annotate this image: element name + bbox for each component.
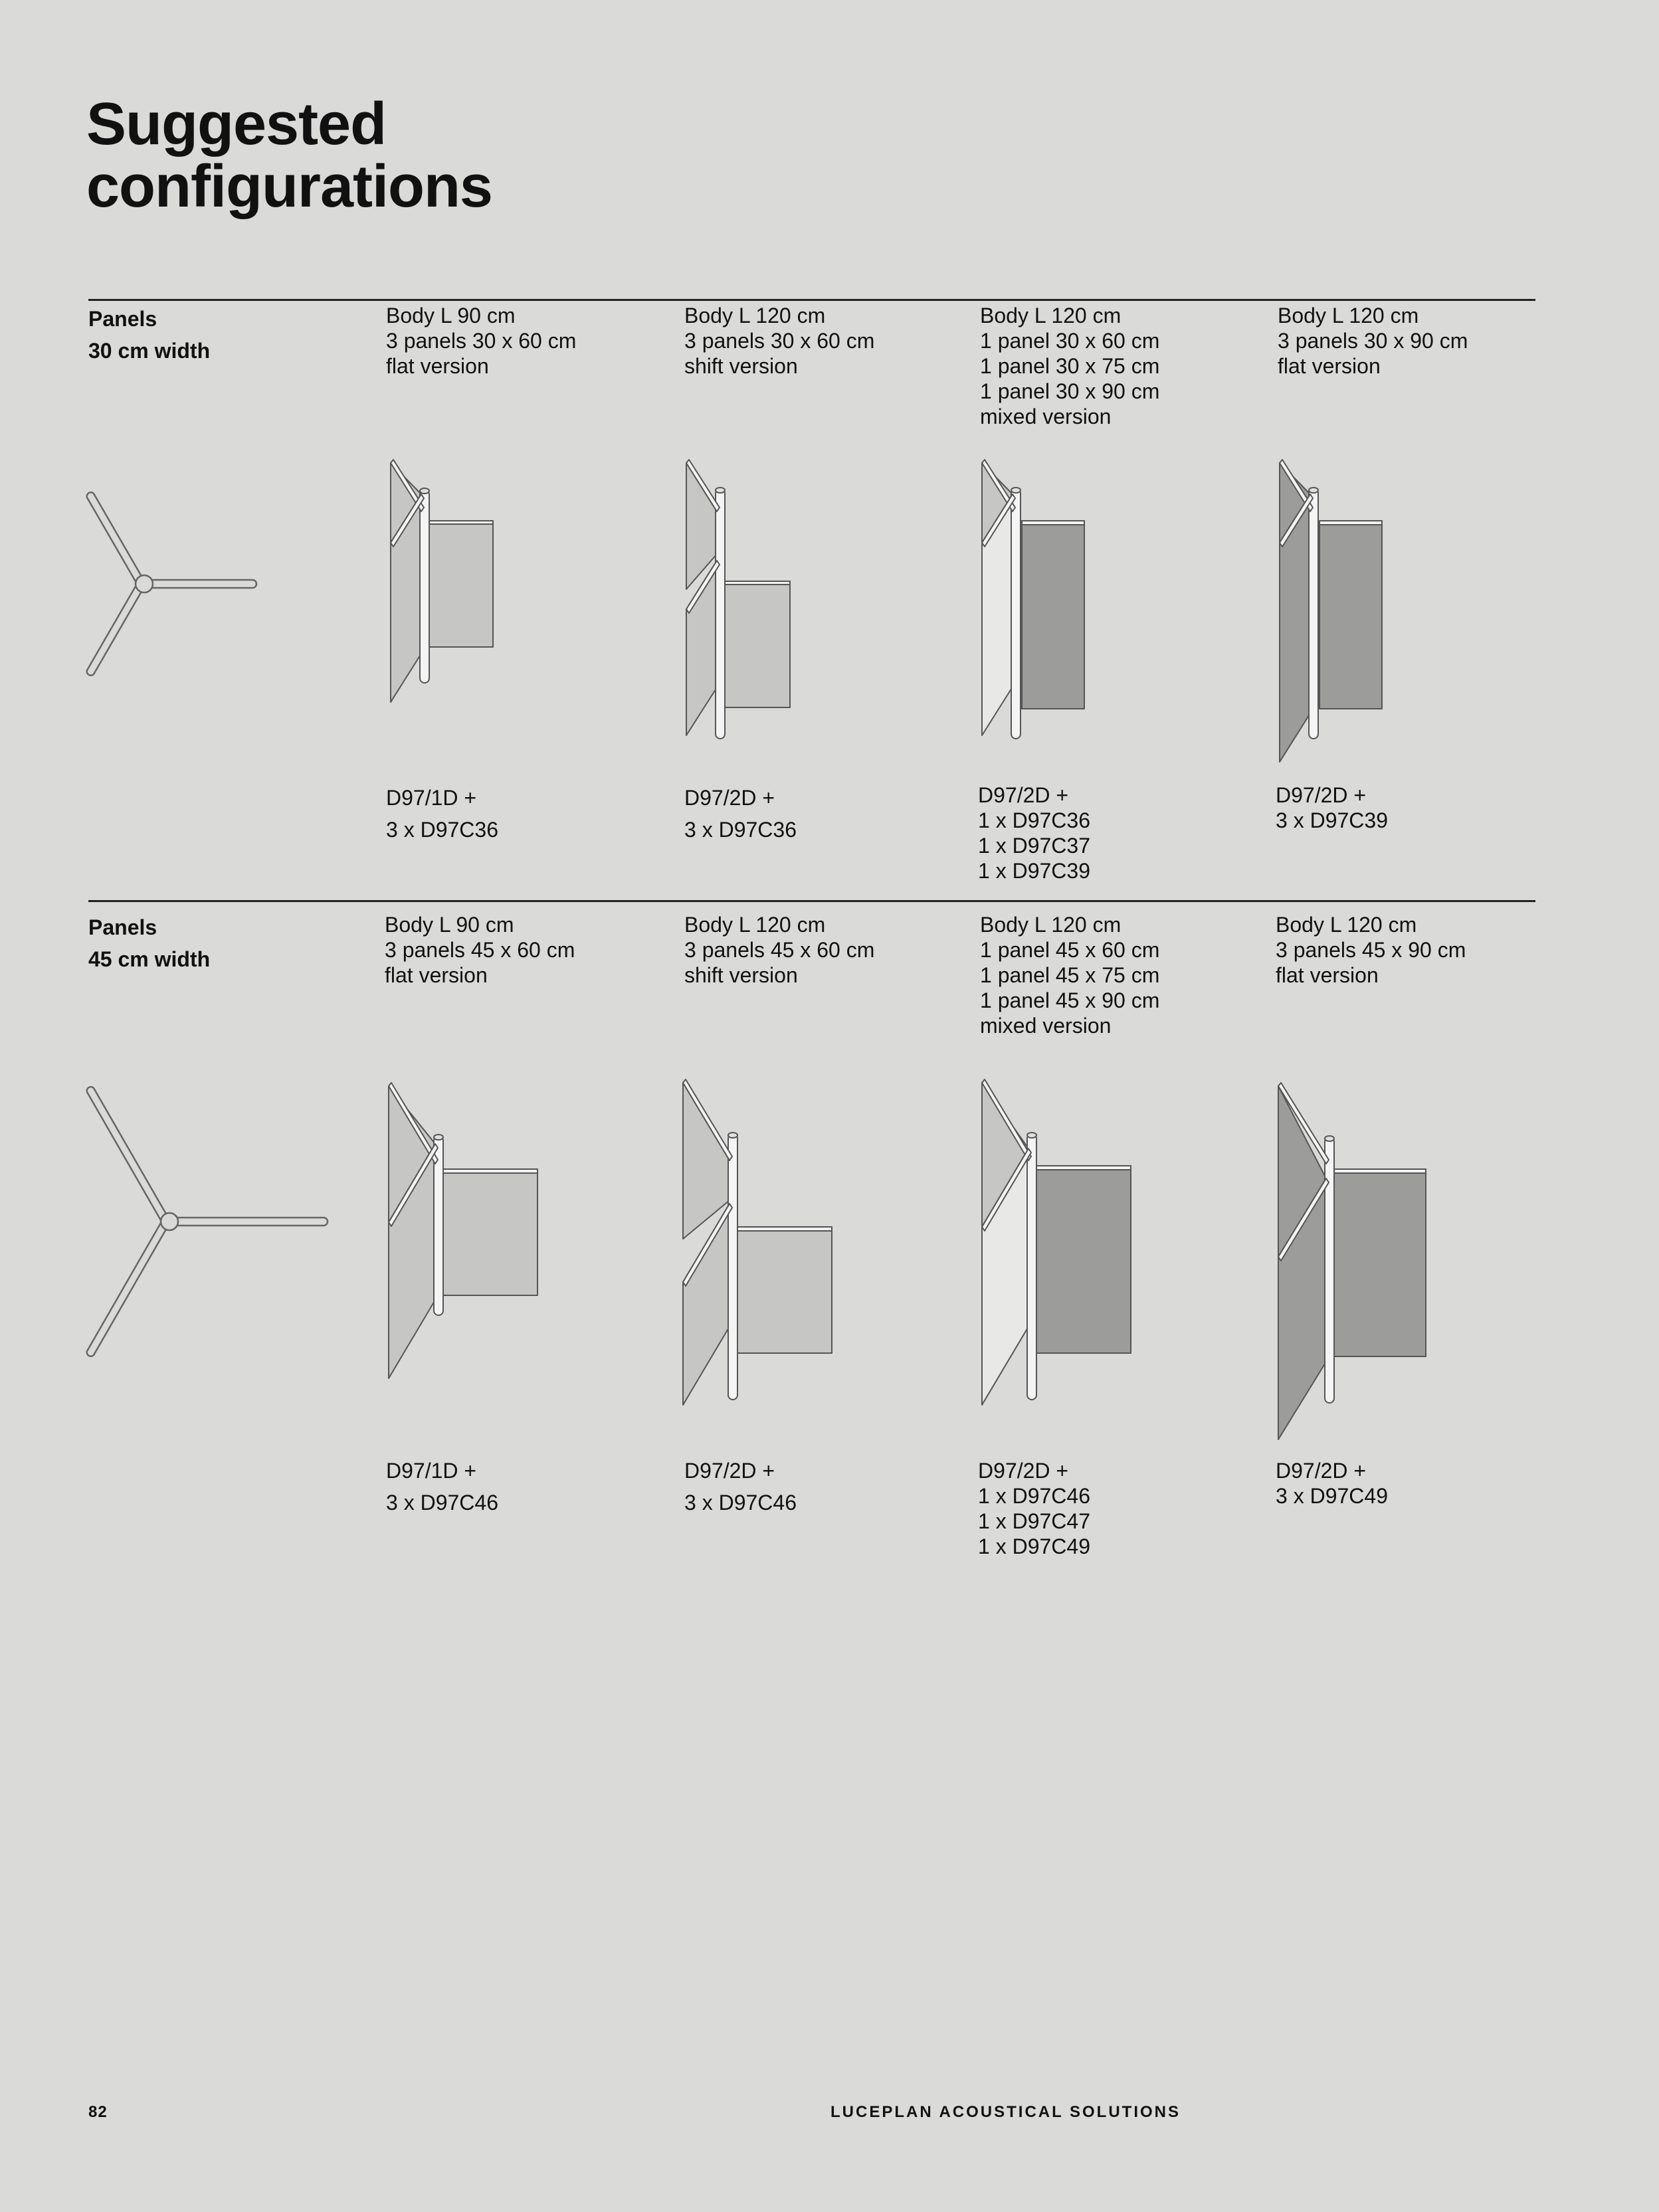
footer-brand: LUCEPLAN ACOUSTICAL SOLUTIONS [830,2103,1181,2121]
code-line: D97/2D + [978,783,1069,807]
config-spec [980,303,1159,429]
spec-line: Body L 120 cm [684,913,826,937]
spec-line: 1 panel 30 x 60 cm [980,329,1160,353]
code-line: D97/1D + [386,1459,477,1483]
base-top-view-drawing [83,482,269,681]
spec-line: Body L 120 cm [1276,913,1417,937]
article-codes [684,785,797,842]
section-label-title: Panels [88,915,157,939]
configuration-drawing [382,1083,548,1388]
code-line: D97/2D + [684,786,775,810]
config-spec [980,912,1159,1038]
page-title [86,93,684,218]
code-line: D97/2D + [1276,783,1367,807]
spec-line: 3 panels 30 x 60 cm [684,329,875,353]
spec-line: 1 panel 30 x 75 cm [980,354,1160,378]
spec-line: flat version [385,963,488,987]
configuration-drawing [1276,460,1395,772]
spec-line: 3 panels 45 x 90 cm [1276,938,1466,962]
config-spec [684,303,874,379]
article-codes [978,1458,1090,1559]
spec-line: Body L 120 cm [980,913,1122,937]
spec-line: mixed version [980,405,1112,428]
article-codes [684,1458,797,1515]
spec-line: 3 panels 30 x 60 cm [386,329,577,353]
section-label [88,303,210,367]
spec-line: Body L 120 cm [684,304,826,327]
code-line: 3 x D97C36 [386,818,498,842]
config-spec [385,912,575,988]
article-codes [1276,783,1388,833]
spec-line: 3 panels 30 x 90 cm [1278,329,1468,353]
spec-line: flat version [1278,354,1381,378]
spec-line: 1 panel 30 x 90 cm [980,379,1160,403]
code-line: 3 x D97C36 [684,818,797,842]
code-line: 1 x D97C47 [978,1509,1090,1533]
code-line: 3 x D97C39 [1276,808,1388,832]
config-spec [1276,912,1466,988]
configuration-drawing [384,460,504,712]
code-line: 3 x D97C46 [684,1491,797,1515]
config-spec [684,912,874,988]
spec-line: Body L 90 cm [386,304,516,327]
spec-line: Body L 90 cm [385,913,514,937]
section-label-width: 30 cm width [88,339,211,363]
code-line: 1 x D97C37 [978,834,1090,858]
configuration-drawing [978,1079,1144,1405]
code-line: 3 x D97C49 [1276,1484,1388,1508]
spec-line: shift version [684,354,798,378]
config-spec [386,303,576,379]
code-line: 3 x D97C46 [386,1491,498,1515]
spec-line: flat version [386,354,489,378]
section-divider [88,900,1535,902]
configuration-drawing [681,460,801,745]
article-codes [1276,1458,1388,1509]
config-spec [1278,303,1468,379]
section-label [88,911,210,975]
spec-line: Body L 120 cm [1278,304,1419,327]
article-codes [386,1458,498,1515]
page-number: 82 [88,2103,108,2121]
code-line: 1 x D97C49 [978,1534,1090,1558]
spec-line: Body L 120 cm [980,304,1122,327]
article-codes [978,783,1090,883]
base-top-view-drawing [83,1079,336,1365]
spec-line: 1 panel 45 x 60 cm [980,938,1160,962]
code-line: D97/2D + [1276,1459,1367,1483]
spec-line: flat version [1276,963,1379,987]
section-label-title: Panels [88,307,157,331]
configuration-drawing [978,460,1098,745]
spec-line: mixed version [980,1014,1112,1038]
page-title-line-1: Suggested [86,91,387,157]
spec-line: shift version [684,963,798,987]
section-divider [88,299,1535,301]
code-line: 1 x D97C36 [978,808,1090,832]
spec-line: 3 panels 45 x 60 cm [385,938,575,962]
code-line: D97/2D + [684,1459,775,1483]
code-line: 1 x D97C39 [978,859,1090,883]
configuration-drawing [679,1079,845,1405]
spec-line: 3 panels 45 x 60 cm [684,938,875,962]
code-line: D97/1D + [386,786,477,810]
page-title-line-2: configurations [86,153,492,220]
section-label-width: 45 cm width [88,947,211,971]
code-line: D97/2D + [978,1459,1069,1483]
configuration-drawing [1274,1083,1440,1445]
spec-line: 1 panel 45 x 90 cm [980,988,1160,1012]
spec-line: 1 panel 45 x 75 cm [980,963,1160,987]
code-line: 1 x D97C46 [978,1484,1090,1508]
article-codes [386,785,498,842]
